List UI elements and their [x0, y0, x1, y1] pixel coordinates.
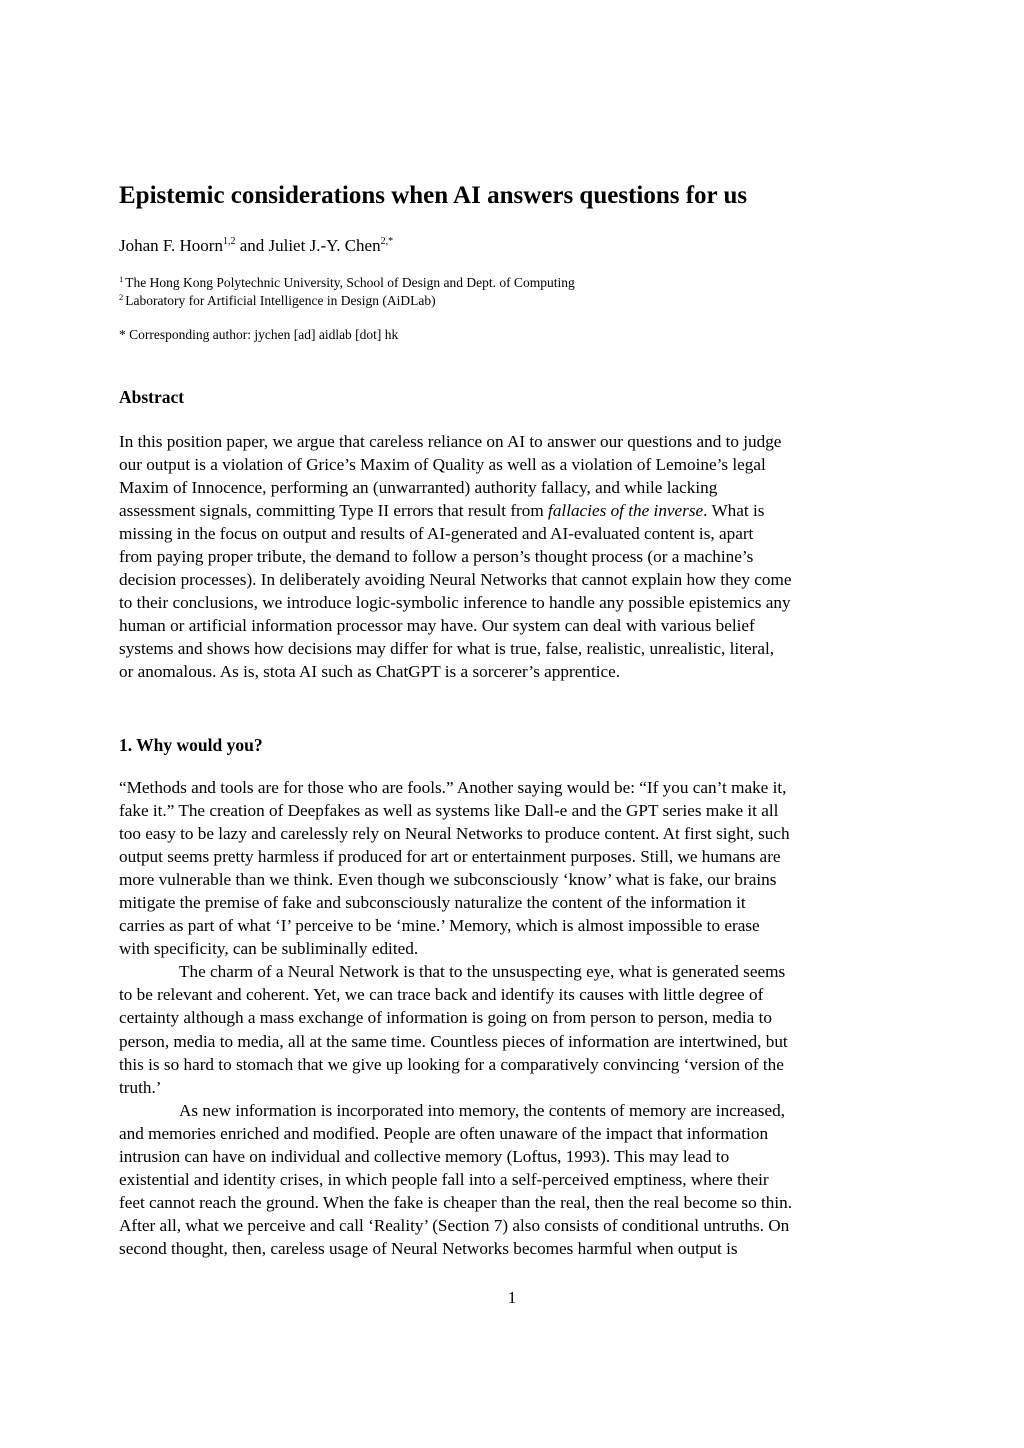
text-line: and memories enriched and modified. People are often unaware of the impact that information: [119, 1123, 769, 1143]
text-line: After all, what we perceive and call ‘Reality’ (Section 7) also consists of conditional untruths. On: [119, 1215, 790, 1235]
page-number: 1: [507, 1288, 517, 1307]
affiliations: [119, 274, 575, 310]
section-body: [119, 776, 909, 1260]
text-line: with specificity, can be subliminally edited.: [119, 939, 419, 959]
text-line: intrusion can have on individual and collective memory (Loftus, 1993). This may lead to: [119, 1146, 730, 1166]
text-line: mitigate the premise of fake and subconsciously naturalize the content of the information it: [119, 893, 746, 913]
text-line: “Methods and tools are for those who are fools.” Another saying would be: “If you can’t make it,: [119, 778, 787, 797]
author-name: Johan F. Hoorn: [119, 236, 223, 255]
author-connector: and: [239, 236, 265, 255]
emphasis-text: fallacies of the inverse: [548, 501, 704, 521]
text-line: The charm of a Neural Network is that to the unsuspecting eye, what is generated seems: [179, 962, 786, 982]
text-line: As new information is incorporated into memory, the contents of memory are increased,: [179, 1100, 785, 1120]
abstract-line: missing in the focus on output and results of AI-generated and AI-evaluated content is, apart: [119, 524, 754, 544]
abstract-text: . What is: [703, 501, 765, 521]
text-line: output seems pretty harmless if produced for art or entertainment purposes. Still, we humans are: [119, 847, 781, 867]
paragraph: [119, 776, 909, 960]
paper-title: Epistemic considerations when AI answers questions for us: [119, 182, 748, 209]
affiliation-mark: 2,*: [380, 236, 394, 247]
affiliation-mark: 2: [119, 292, 124, 302]
text-line: second thought, then, careless usage of Neural Networks becomes harmful when output is: [119, 1238, 738, 1258]
text-line: person, media to media, all at the same time. Countless pieces of information are intertwined, but: [119, 1031, 788, 1051]
affiliation-mark: 1: [119, 274, 124, 284]
text-line: existential and identity crises, in which people fall into a self-perceived emptiness, where their: [119, 1169, 769, 1189]
affiliation-text: The Hong Kong Polytechnic University, School of Design and Dept. of Computing: [125, 275, 575, 290]
abstract-line: Maxim of Innocence, performing an (unwarranted) authority fallacy, and while lacking: [119, 478, 718, 498]
text-line: too easy to be lazy and carelessly rely on Neural Networks to produce content. At first sight, such: [119, 824, 790, 844]
abstract-line: or anomalous. As is, stota AI such as ChatGPT is a sorcerer’s apprentice.: [119, 662, 621, 682]
text-line: certainty although a mass exchange of information is going on from person to person, media to: [119, 1008, 772, 1028]
abstract-line: [119, 499, 909, 522]
paragraph: [119, 960, 909, 1098]
text-line: carries as part of what ‘I’ perceive to be ‘mine.’ Memory, which is almost impossible to erase: [119, 916, 760, 936]
abstract-text: assessment signals, committing Type II errors that result from: [119, 501, 544, 521]
abstract-line: decision processes). In deliberately avoiding Neural Networks that cannot explain how they come: [119, 570, 792, 590]
affiliation-item: [119, 274, 575, 292]
text-line: this is so hard to stomach that we give up looking for a comparatively convincing ‘version of the: [119, 1054, 784, 1074]
affiliation-item: [119, 292, 575, 310]
text-line: truth.’: [119, 1077, 162, 1097]
text-line: fake it.” The creation of Deepfakes as well as systems like Dall-e and the GPT series make it all: [119, 801, 779, 821]
abstract-body: [119, 430, 909, 684]
affiliation-mark: 1,2: [222, 236, 236, 247]
abstract-line: from paying proper tribute, the demand to follow a person’s thought process (or a machine’s: [119, 547, 754, 567]
text-line: feet cannot reach the ground. When the fake is cheaper than the real, then the real become so thin.: [119, 1192, 793, 1212]
abstract-line: systems and shows how decisions may differ for what is true, false, realistic, unrealistic, literal,: [119, 639, 775, 659]
section-heading: 1. Why would you?: [119, 735, 263, 755]
abstract-heading: Abstract: [119, 387, 185, 407]
corresponding-author: * Corresponding author: jychen [ad] aidlab [dot] hk: [119, 327, 399, 342]
text-line: to be relevant and coherent. Yet, we can trace back and identify its causes with little degree of: [119, 985, 764, 1005]
text-line: more vulnerable than we think. Even though we subconsciously ‘know’ what is fake, our brains: [119, 870, 777, 890]
abstract-line: In this position paper, we argue that careless reliance on AI to answer our questions and to judge: [119, 432, 782, 451]
paragraph: [119, 1099, 909, 1260]
abstract-line: our output is a violation of Grice’s Maxim of Quality as well as a violation of Lemoine’s legal: [119, 455, 766, 475]
abstract-line: human or artificial information processor may have. Our system can deal with various belief: [119, 616, 755, 636]
author-line: [119, 234, 393, 258]
affiliation-text: Laboratory for Artificial Intelligence in Design (AiDLab): [125, 293, 436, 308]
author-name: Juliet J.-Y. Chen: [268, 236, 381, 255]
abstract-line: to their conclusions, we introduce logic-symbolic inference to handle any possible epistemics any: [119, 593, 791, 613]
